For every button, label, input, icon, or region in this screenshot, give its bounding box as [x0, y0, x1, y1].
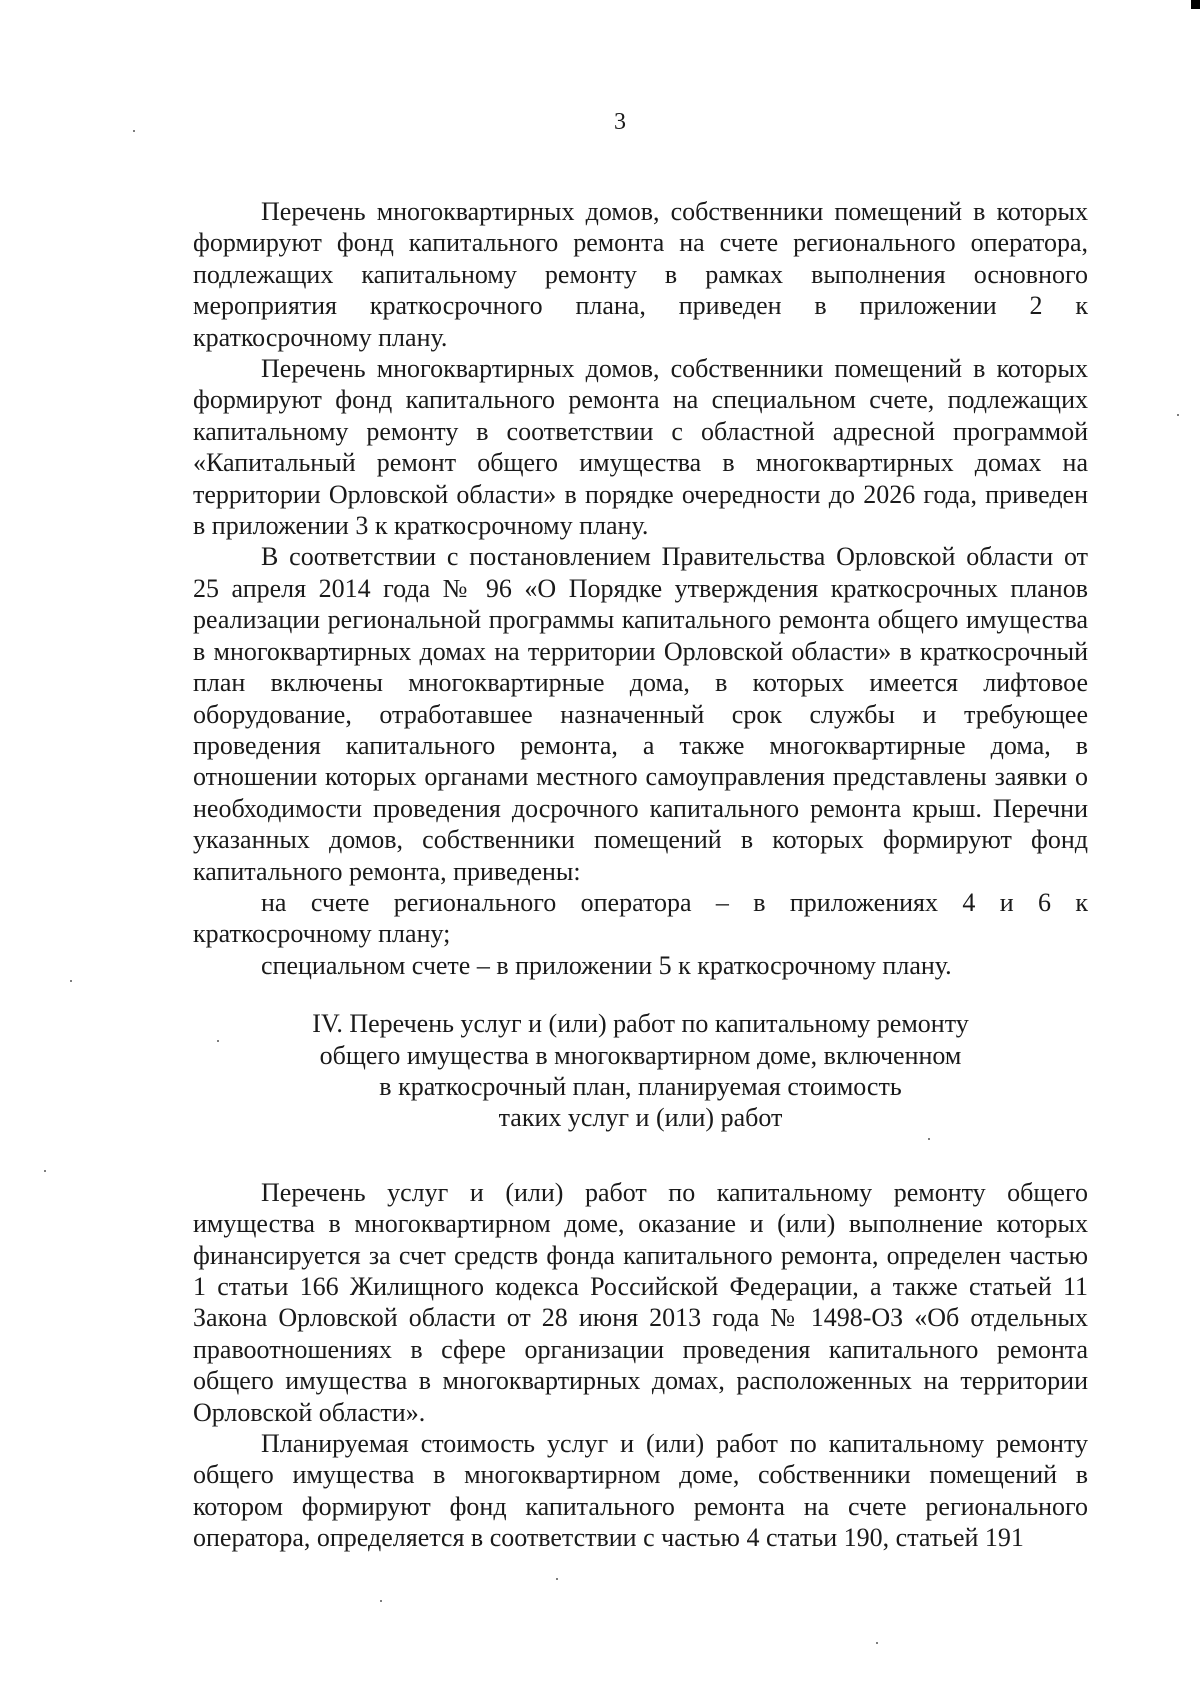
paragraph-appendices-4-6: на счете регионального оператора – в приложениях 4 и 6 к краткосрочному плану; — [193, 887, 1088, 949]
scan-speck — [1177, 414, 1179, 416]
paragraph-services-list: Перечень услуг и (или) работ по капитальному ремонту общего имущества в многоквартирном доме, оказание и (или) выполнение которых финансируется за счет средств фонда капитального ремонта, определен частью 1 статьи 166 Жилищного кодекса Российской Федерации, а также статьей 11 Закона Орловской области от 28 июня 2013 года № 1498-ОЗ «Об отдельных правоотношениях в сфере организации проведения капитального ремонта общего имущества в многоквартирных домах, расположенных на территории Орловской области». — [193, 1177, 1088, 1427]
section-heading-line: IV. Перечень услуг и (или) работ по капитальному ремонту — [312, 1009, 969, 1039]
page-number: 3 — [614, 109, 626, 135]
scan-speck — [380, 1600, 382, 1602]
section-heading-line: общего имущества в многоквартирном доме, включенном — [319, 1040, 962, 1070]
paragraph-planned-cost: Планируемая стоимость услуг и (или) работ по капитальному ремонту общего имущества в многоквартирном доме, собственники помещений в котором формируют фонд капитального ремонта на счете регионального оператора, определяется в соответствии с частью 4 статьи 190, статьей 191 — [193, 1429, 1088, 1553]
section-heading-line: таких услуг и (или) работ — [498, 1103, 783, 1133]
scan-speck — [133, 130, 135, 132]
scan-speck — [70, 980, 72, 982]
scan-speck — [217, 1040, 219, 1042]
section-heading — [193, 1008, 1088, 1134]
scan-edge-mark — [1191, 0, 1200, 9]
scan-speck — [44, 1170, 46, 1172]
paragraph-list-special-account: Перечень многоквартирных домов, собственники помещений в которых формируют фонд капитального ремонта на специальном счете, подлежащих капитальному ремонту в соответствии с областной адресной программой «Капитальный ремонт общего имущества в многоквартирных домах на территории Орловской области» в порядке очередности до 2026 года, приведен в приложении 3 к краткосрочному плану. — [193, 354, 1088, 541]
scan-speck — [928, 1138, 930, 1140]
section-heading-line: в краткосрочный план, планируемая стоимость — [379, 1071, 902, 1101]
scan-speck — [876, 1642, 878, 1644]
scan-speck — [556, 1578, 558, 1580]
document-body — [193, 196, 1088, 1554]
paragraph-list-regional-operator: Перечень многоквартирных домов, собственники помещений в которых формируют фонд капитального ремонта на счете регионального оператора, подлежащих капитальному ремонту в рамках выполнения основного мероприятия краткосрочного плана, приведен в приложении 2 к краткосрочному плану. — [193, 197, 1088, 352]
paragraph-appendix-5: специальном счете – в приложении 5 к краткосрочному плану. — [261, 950, 952, 980]
paragraph-government-decree: В соответствии с постановлением Правительства Орловской области от 25 апреля 2014 года № 96 «О Порядке утверждения краткосрочных планов реализации региональной программы капитального ремонта общего имущества в многоквартирных домах на территории Орловской области» в краткосрочный план включены многоквартирные дома, в которых имеется лифтовое оборудование, отработавшее назначенный срок службы и требующее проведения капитального ремонта, а также многоквартирные дома, в отношении которых органами местного самоуправления представлены заявки о необходимости проведения досрочного капитального ремонта крыш. Перечни указанных домов, собственники помещений в которых формируют фонд капитального ремонта, приведены: — [193, 542, 1088, 886]
